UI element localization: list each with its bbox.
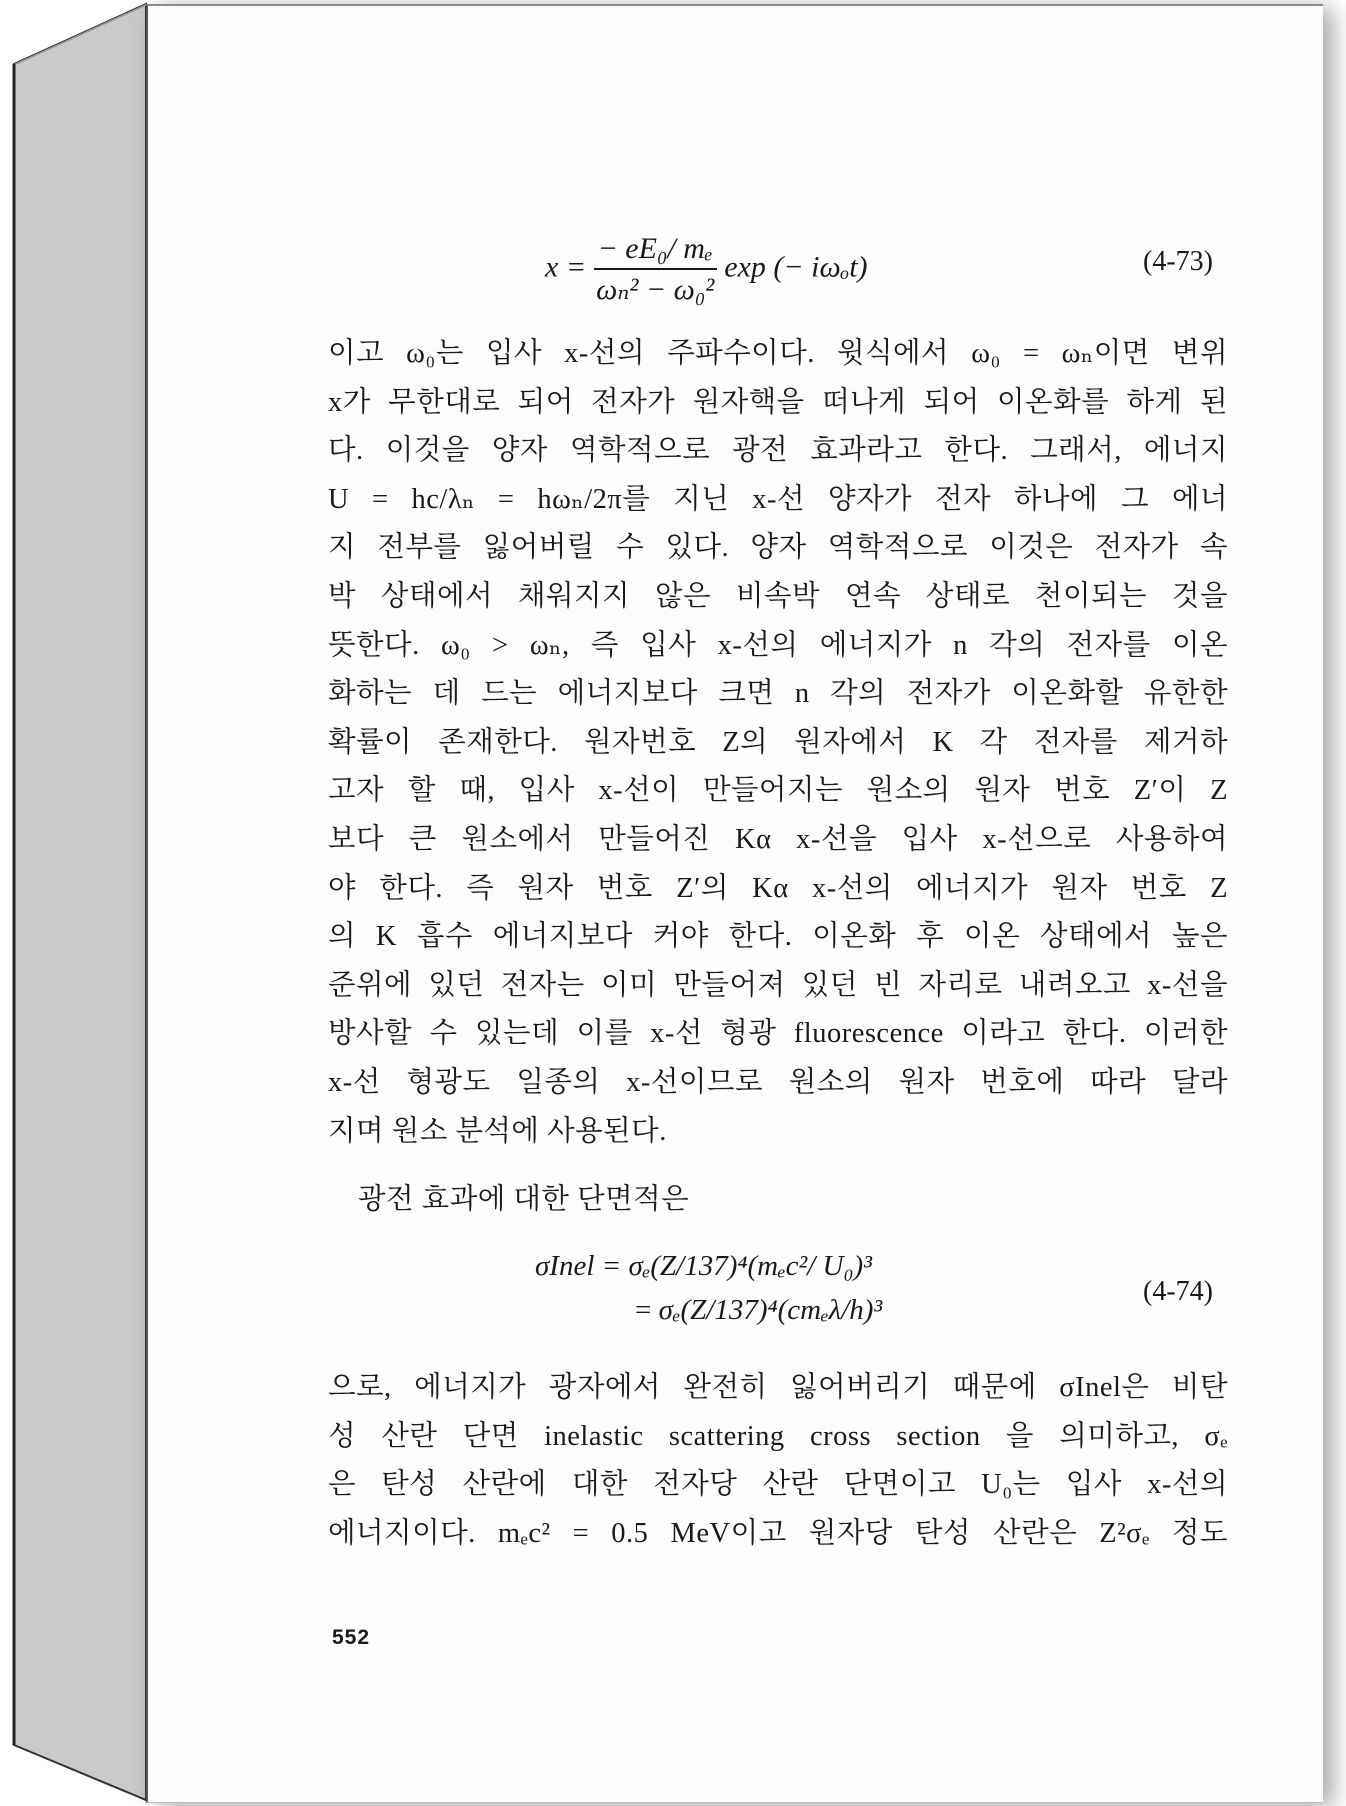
- text-line: 에너지이다. mₑc² = 0.5 MeV이고 원자당 탄성 산란은 Z²σₑ 정도: [328, 1517, 1228, 1549]
- paragraph-inelastic: [328, 1364, 1228, 1558]
- text-line: 지며 원소 분석에 사용된다.: [328, 1115, 667, 1147]
- text-line: 으로, 에너지가 광자에서 완전히 잃어버리기 때문에 σInel은 비탄: [328, 1372, 1228, 1403]
- fraction-denominator: ωₙ² − ω₀²: [596, 273, 715, 306]
- text-line: 방사할 수 있는데 이를 x-선 형광 fluorescence 이라고 한다. 이러한: [328, 1018, 1228, 1050]
- text-line: 보다 큰 원소에서 만들어진 Kα x-선을 입사 x-선으로 사용하여: [328, 823, 1228, 855]
- equation-row-2: [535, 1288, 882, 1332]
- text-line: 화하는 데 드는 에너지보다 크면 n 각의 전자가 이온화할 유한한: [328, 678, 1228, 710]
- equation-number-4-74: (4-74): [1143, 1276, 1213, 1307]
- paragraph-cross-section-intro: [328, 1176, 1228, 1225]
- text-line: 확률이 존재한다. 원자번호 Z의 원자에서 K 각 전자를 제거하: [328, 726, 1228, 758]
- text-line: 준위에 있던 전자는 이미 만들어져 있던 빈 자리로 내려오고 x-선을: [328, 969, 1228, 1001]
- text-line: x가 무한대로 되어 전자가 원자핵을 떠나게 되어 이온화를 하게 된: [328, 386, 1228, 418]
- equation-number-4-73: (4-73): [1143, 246, 1213, 277]
- fraction-numerator: − eE₀/ mₑ: [594, 232, 717, 270]
- page-number: 552: [332, 1626, 371, 1649]
- text-line: U = hc/λₙ = hωₙ/2π를 지닌 x-선 양자가 전자 하나에 그 에너: [328, 483, 1228, 515]
- text-line: x-선 형광도 일종의 x-선이므로 원소의 원자 번호에 따라 달라: [328, 1066, 1228, 1098]
- text-line: 지 전부를 잃어버릴 수 있다. 양자 역학적으로 이것은 전자가 속: [328, 532, 1228, 564]
- equation-row-1: [535, 1244, 882, 1288]
- text-line: 뜻한다. ω₀ > ωₙ, 즉 입사 x-선의 에너지가 n 각의 전자를 이온: [328, 629, 1228, 661]
- equation-lhs: =: [635, 1294, 652, 1326]
- equation-rhs: σₑ(Z/137)⁴(cmₑλ/h)³: [658, 1294, 883, 1326]
- text-line: 이고 ω₀는 입사 x-선의 주파수이다. 윗식에서 ω₀ = ωₙ이면 변위: [328, 338, 1228, 369]
- text-line: 광전 효과에 대한 단면적은: [358, 1184, 690, 1215]
- equation-lhs: σInel =: [535, 1250, 622, 1282]
- text-line: 고자 할 때, 입사 x-선이 만들어지는 원소의 원자 번호 Z′이 Z: [328, 775, 1228, 807]
- text-line: 의 K 흡수 에너지보다 커야 한다. 이온화 후 이온 상태에서 높은: [328, 921, 1228, 953]
- equation-exp: exp (− iωₒt): [724, 250, 868, 284]
- equation-lhs: x =: [545, 250, 587, 284]
- text-line: 박 상태에서 채워지지 않은 비속박 연속 상태로 천이되는 것을: [328, 580, 1228, 612]
- equation-4-73: [545, 232, 868, 307]
- text-line: 다. 이것을 양자 역학적으로 광전 효과라고 한다. 그래서, 에너지: [328, 435, 1228, 467]
- book-spine: [0, 0, 150, 1806]
- text-line: 은 탄성 산란에 대한 전자당 산란 단면이고 U₀는 입사 x-선의: [328, 1469, 1228, 1501]
- text-line: 성 산란 단면 inelastic scattering cross section 을 의미하고, σₑ: [328, 1420, 1228, 1452]
- text-line: 야 한다. 즉 원자 번호 Z′의 Kα x-선의 에너지가 원자 번호 Z: [328, 872, 1228, 904]
- equation-4-74: [535, 1244, 882, 1332]
- equation-rhs: σₑ(Z/137)⁴(mₑc²/ U₀)³: [628, 1250, 872, 1282]
- equation-fraction: [594, 232, 717, 307]
- paragraph-photoelectric: [328, 330, 1228, 1156]
